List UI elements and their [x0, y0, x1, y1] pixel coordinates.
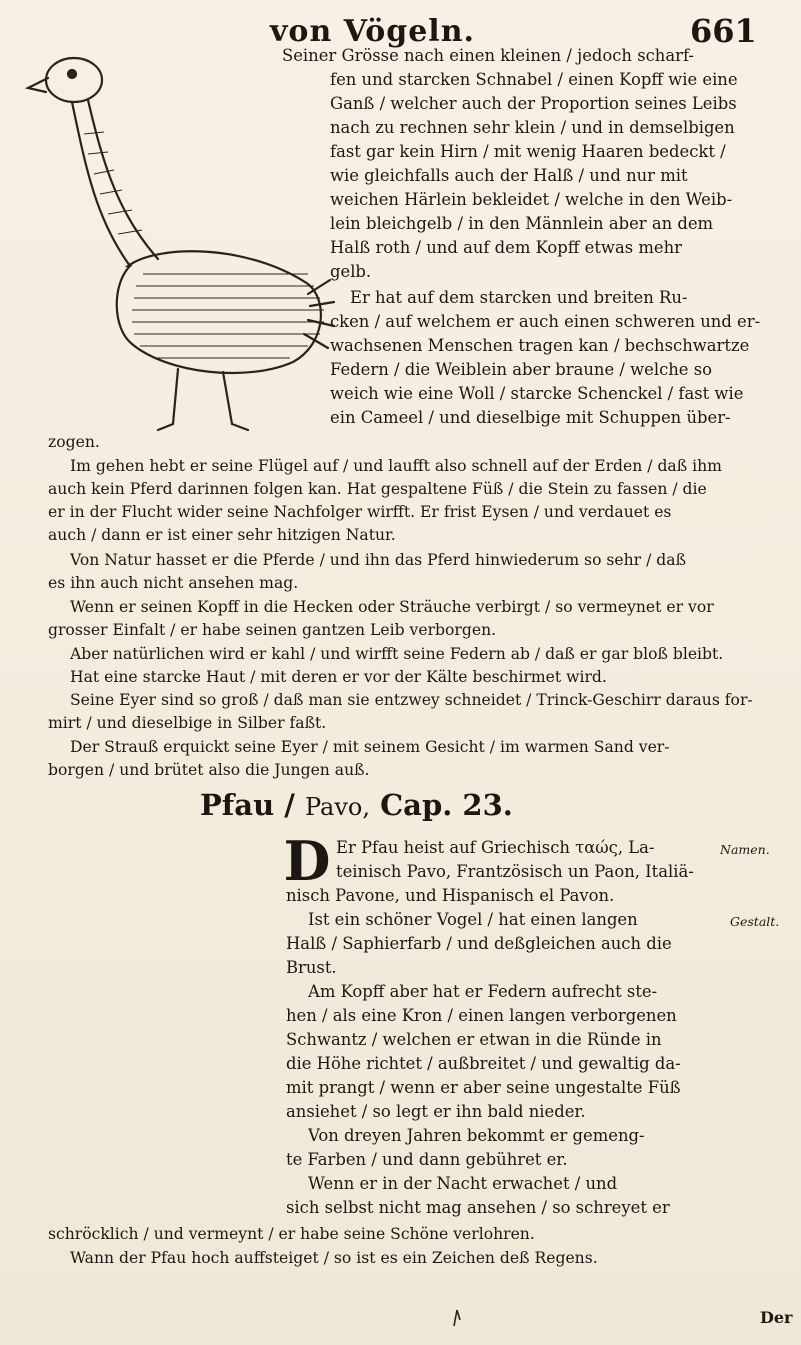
- text-line: Wann der Pfau hoch auffsteiget / so ist es ein Zeichen deß Regens.: [70, 1249, 598, 1267]
- text-line: Im gehen hebt er seine Flügel auf / und laufft also schnell auf der Erden / daß ihm: [70, 457, 722, 475]
- text-line: Er hat auf dem starcken und breiten Ru-: [350, 288, 688, 307]
- catchword: Der: [760, 1308, 793, 1327]
- text-line: wie gleichfalls auch der Halß / und nur mit: [330, 166, 688, 185]
- ostrich-woodcut-icon: [8, 44, 338, 434]
- blank-illustration-space: [46, 836, 272, 1216]
- text-line: sich selbst nicht mag ansehen / so schreyet er: [286, 1198, 670, 1217]
- text-line: Brust.: [286, 958, 337, 977]
- margin-note-names: Namen.: [720, 842, 770, 857]
- text-line: te Farben / und dann gebühret er.: [286, 1150, 568, 1169]
- text-line: Halß / Saphierfarb / und deßgleichen auch die: [286, 934, 672, 953]
- text-line: Ganß / welcher auch der Proportion seines Leibs: [330, 94, 737, 113]
- text-line: Aber natürlichen wird er kahl / und wirfft seine Federn ab / daß er gar bloß bleibt.: [70, 645, 724, 663]
- text-line: Wenn er in der Nacht erwachet / und: [308, 1174, 618, 1193]
- text-line: zogen.: [48, 433, 100, 451]
- text-line: cken / auf welchem er auch einen schweren und er-: [330, 312, 761, 331]
- page-number: 661: [690, 12, 757, 50]
- chapter-heading: [200, 788, 513, 822]
- text-line: Seine Eyer sind so groß / daß man sie entzwey schneidet / Trinck-Geschirr daraus for-: [70, 691, 753, 709]
- text-line: die Höhe richtet / außbreitet / und gewaltig da-: [286, 1054, 681, 1073]
- text-line: Hat eine starcke Haut / mit deren er vor der Kälte beschirmet wird.: [70, 668, 607, 686]
- text-line: Wenn er seinen Kopff in die Hecken oder Sträuche verbirgt / so vermeynet er vor: [70, 598, 714, 616]
- text-line: Halß roth / und auf dem Kopff etwas mehr: [330, 238, 682, 257]
- drop-cap: D: [283, 829, 331, 893]
- text-line: weich wie eine Woll / starcke Schenckel / fast wie: [330, 384, 744, 403]
- running-head: von Vögeln.: [270, 14, 475, 49]
- text-line: Schwantz / welchen er etwan in die Ründe in: [286, 1030, 662, 1049]
- text-line: mirt / und dieselbige in Silber faßt.: [48, 714, 327, 732]
- text-line: Von Natur hasset er die Pferde / und ihn das Pferd hinwiederum so sehr / daß: [70, 551, 686, 569]
- text-line: Der Strauß erquickt seine Eyer / mit seinem Gesicht / im warmen Sand ver-: [70, 738, 670, 756]
- text-line: ein Cameel / und dieselbige mit Schuppen über-: [330, 408, 731, 427]
- text-line: hen / als eine Kron / einen langen verborgenen: [286, 1006, 677, 1025]
- text-line: ansiehet / so legt er ihn bald nieder.: [286, 1102, 586, 1121]
- text-line: nisch Pavone, und Hispanisch el Pavon.: [286, 886, 615, 905]
- text-line: schröcklich / und vermeynt / er habe seine Schöne verlohren.: [48, 1225, 535, 1243]
- text-line: fast gar kein Hirn / mit wenig Haaren bedeckt /: [330, 142, 726, 161]
- text-line: er in der Flucht wider seine Nachfolger wirfft. Er frist Eysen / und verdauet es: [48, 503, 672, 521]
- text-line: Von dreyen Jahren bekommt er gemeng-: [308, 1126, 645, 1145]
- text-line: auch kein Pferd darinnen folgen kan. Hat gespaltene Füß / die Stein zu fassen / die: [48, 480, 707, 498]
- text-line: nach zu rechnen sehr klein / und in demselbigen: [330, 118, 735, 137]
- text-line: gelb.: [330, 262, 372, 281]
- text-line: Ist ein schöner Vogel / hat einen langen: [308, 910, 638, 929]
- margin-note-shape: Gestalt.: [730, 914, 780, 929]
- text-line: Er Pfau heist auf Griechisch ταώς, La-: [336, 838, 655, 857]
- text-line: teinisch Pavo, Frantzösisch un Paon, Italiä-: [336, 862, 694, 881]
- chapter-number: Cap. 23.: [380, 788, 513, 822]
- chapter-latin-name: Pavo,: [304, 793, 370, 821]
- text-line: es ihn auch nicht ansehen mag.: [48, 574, 299, 592]
- flourish-icon: [450, 1308, 464, 1328]
- text-line: Am Kopff aber hat er Federn aufrecht ste-: [308, 982, 658, 1001]
- text-line: Federn / die Weiblein aber braune / welche so: [330, 360, 713, 379]
- flourish-mark: [450, 1308, 464, 1332]
- text-line: grosser Einfalt / er habe seinen gantzen Leib verborgen.: [48, 621, 497, 639]
- text-line: wachsenen Menschen tragen kan / bechschwartze: [330, 336, 750, 355]
- text-line: fen und starcken Schnabel / einen Kopff wie eine: [330, 70, 738, 89]
- chapter-title: Pfau /: [200, 788, 295, 822]
- text-line: weichen Härlein bekleidet / welche in den Weib-: [330, 190, 733, 209]
- text-line: mit prangt / wenn er aber seine ungestalte Füß: [286, 1078, 681, 1097]
- text-line: auch / dann er ist einer sehr hitzigen Natur.: [48, 526, 396, 544]
- text-line: borgen / und brütet also die Jungen auß.: [48, 761, 370, 779]
- text-line: lein bleichgelb / in den Männlein aber an dem: [330, 214, 714, 233]
- text-line: Seiner Grösse nach einen kleinen / jedoch scharf-: [282, 46, 694, 65]
